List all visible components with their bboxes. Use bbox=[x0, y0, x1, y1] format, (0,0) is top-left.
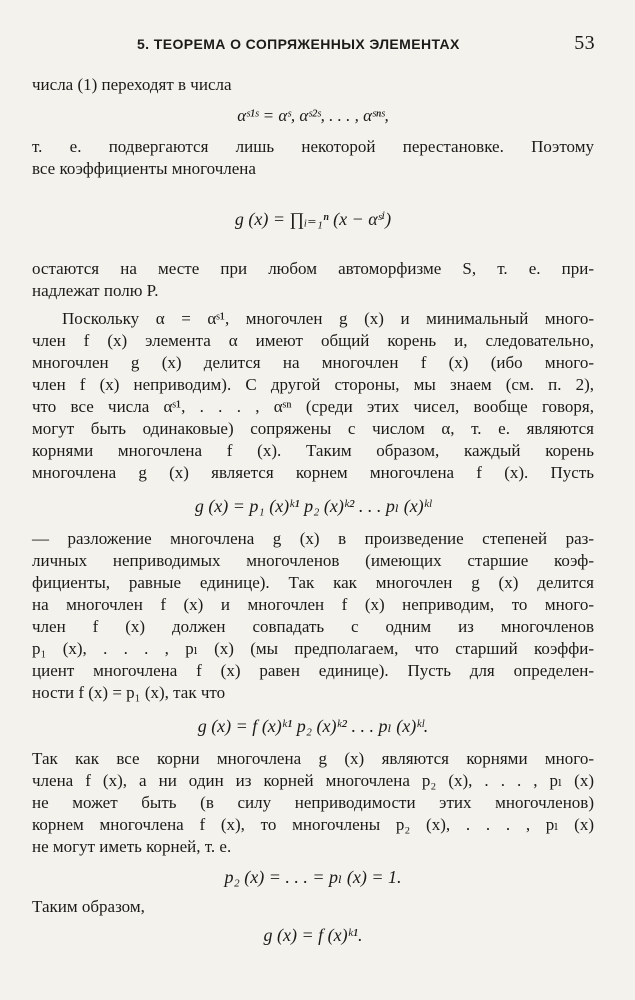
text-line: — разложение многочлена g (x) в произведение степеней раз- bbox=[32, 529, 594, 548]
text-line: числа (1) переходят в числа bbox=[32, 75, 232, 94]
text-line: что все числа αˢ¹, . . . , αˢⁿ (среди этих чисел, вообще говоря, bbox=[32, 397, 594, 416]
text-line: фициенты, равные единице). Так как многочлен g (x) делится bbox=[32, 573, 594, 592]
text-line: член f (x) должен совпадать с одним из многочленов bbox=[32, 617, 594, 636]
text-line: все коэффициенты многочлена bbox=[32, 159, 256, 178]
text-line: корнем многочлена f (x), то многочлены p₂ (x), . . . , pₗ (x) bbox=[32, 815, 594, 834]
formula-permutation: αˢ¹ˢ = αˢ, αˢ²ˢ, . . . , αˢⁿˢ, bbox=[237, 106, 389, 125]
section-title: 5. ТЕОРЕМА О СОПРЯЖЕННЫХ ЭЛЕМЕНТАХ bbox=[137, 36, 460, 52]
page-body bbox=[32, 74, 594, 952]
text-line: могут быть одинаковые) сопряжены с числом α, т. е. являются bbox=[32, 419, 594, 438]
formula-equal-one: p₂ (x) = . . . = pₗ (x) = 1. bbox=[224, 867, 402, 887]
formula-product: g (x) = ∏ᵢ₌₁ⁿ (x − αˢⁱ) bbox=[234, 209, 392, 229]
running-header bbox=[32, 32, 595, 56]
text-line: член f (x) элемента α имеют общий корень и, следовательно, bbox=[32, 331, 594, 350]
text-line: Так как все корни многочлена g (x) являются корнями много- bbox=[32, 749, 594, 768]
page-number: 53 bbox=[574, 32, 595, 54]
text-line: член f (x) неприводим). С другой стороны, мы знаем (см. п. 2), bbox=[32, 375, 594, 394]
text-line: не могут иметь корней, т. е. bbox=[32, 837, 232, 856]
text-line: корнями многочлена f (x). Таким образом, каждый корень bbox=[32, 441, 594, 460]
text-line: остаются на месте при любом автоморфизме S, т. е. при- bbox=[32, 259, 594, 278]
paragraph-start: Поскольку α = αˢ¹, многочлен g (x) и минимальный много- bbox=[62, 309, 594, 328]
text-line: члена f (x), а ни один из корней многочлена p₂ (x), . . . , pₗ (x) bbox=[32, 771, 594, 790]
text-line: на многочлен f (x) и многочлен f (x) неприводим, то много- bbox=[32, 595, 594, 614]
text-line: циент многочлена f (x) равен единице). Пусть для определен- bbox=[32, 661, 594, 680]
text-line: надлежат полю P. bbox=[32, 281, 159, 300]
text-line: не может быть (в силу неприводимости этих многочленов) bbox=[32, 793, 594, 812]
text-line: p₁ (x), . . . , pₗ (x) (мы предполагаем, что старший коэффи- bbox=[32, 639, 594, 658]
text-line: т. е. подвергаются лишь некоторой перестановке. Поэтому bbox=[32, 137, 594, 156]
text-line: Таким образом, bbox=[32, 897, 145, 916]
formula-result: g (x) = f (x)ᵏ¹. bbox=[263, 925, 363, 945]
text-line: многочлена g (x) является корнем многочлена f (x). Пусть bbox=[32, 463, 594, 482]
formula-factorization: g (x) = p₁ (x)ᵏ¹ p₂ (x)ᵏ² . . . pₗ (x)ᵏˡ bbox=[194, 496, 432, 516]
text-line: личных неприводимых многочленов (имеющих старшие коэф- bbox=[32, 551, 594, 570]
text-line: многочлен g (x) делится на многочлен f (x) (ибо много- bbox=[32, 353, 594, 372]
formula-factorization-f: g (x) = f (x)ᵏ¹ p₂ (x)ᵏ² . . . pₗ (x)ᵏˡ. bbox=[197, 716, 429, 736]
text-line: ности f (x) = p₁ (x), так что bbox=[32, 683, 226, 702]
